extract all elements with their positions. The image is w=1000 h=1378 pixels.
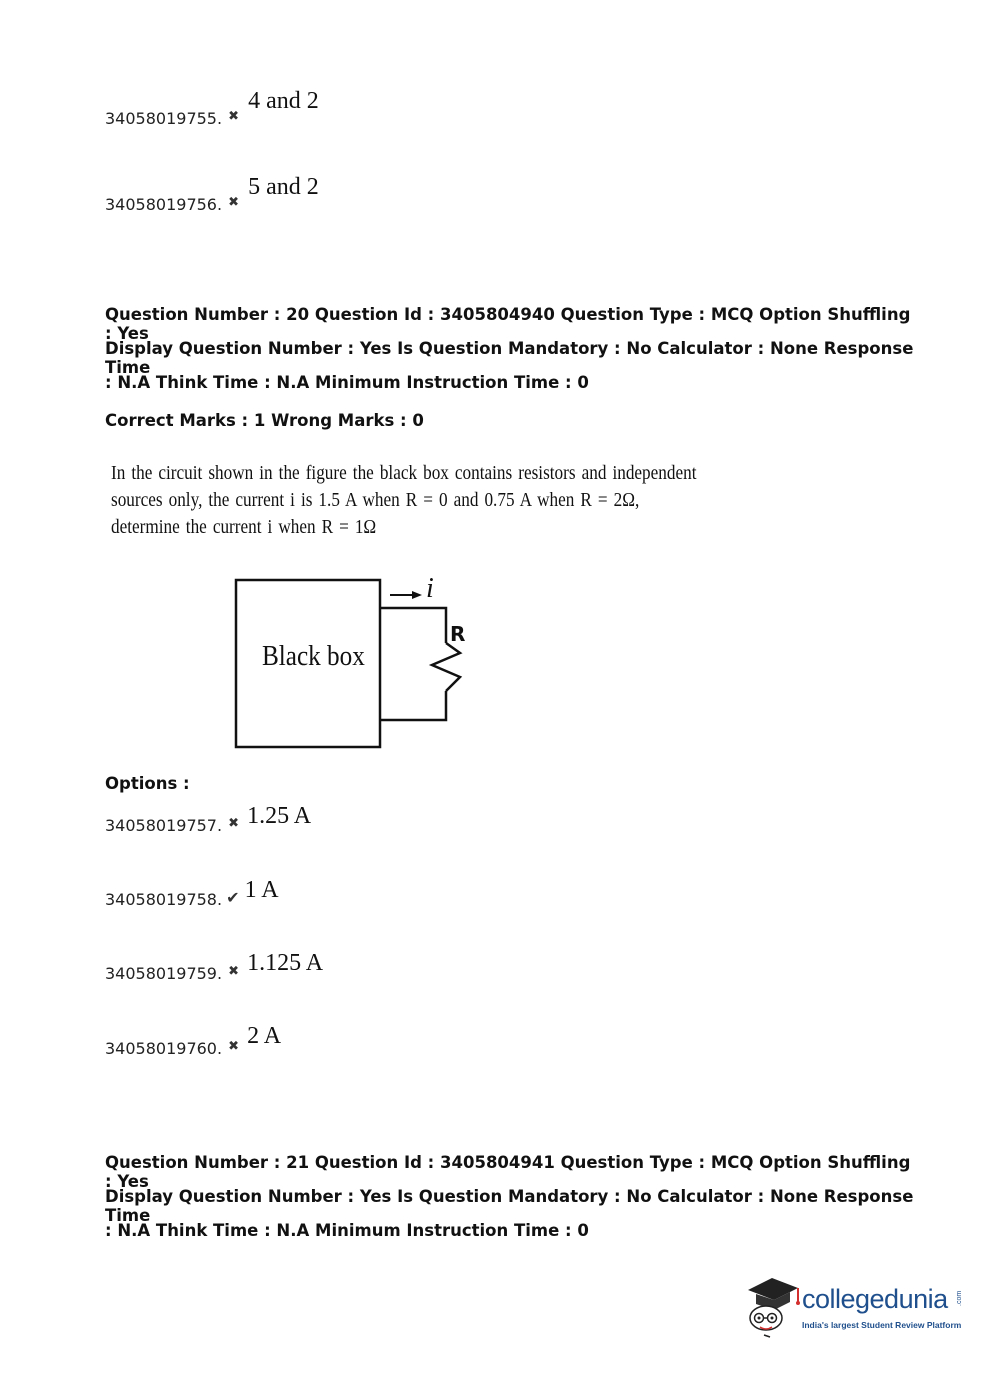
option-text: 1.125 A (247, 950, 324, 976)
option-id: 34058019760. (105, 1039, 223, 1058)
logo-name-text: collegedunia (802, 1284, 948, 1314)
question-meta-line: : N.A Think Time : N.A Minimum Instruction Time : 0 (105, 373, 589, 392)
mascot-icon (742, 1272, 802, 1340)
option-id: 34058019758. (105, 890, 223, 909)
resistor-label: R (450, 622, 466, 646)
option-4[interactable] (105, 1023, 282, 1058)
option-text: 4 and 2 (248, 88, 319, 114)
cross-icon: ✖ (228, 964, 239, 979)
question-meta-line: Question Number : 20 Question Id : 3405804940 Question Type : MCQ Option Shuffling : Yes (105, 305, 911, 343)
option-text: 2 A (247, 1023, 282, 1049)
question-text-line: determine the current i when R = 1Ω (111, 516, 377, 538)
prev-option-1 (105, 88, 319, 128)
logo-tagline: India's largest Student Review Platform (802, 1320, 962, 1330)
options-label: Options : (105, 774, 190, 793)
top-wire (380, 608, 446, 643)
check-icon: ✔ (226, 888, 240, 907)
question-marks: Correct Marks : 1 Wrong Marks : 0 (105, 411, 424, 430)
question-text-line: In the circuit shown in the figure the black box contains resistors and independent (111, 462, 697, 484)
option-2[interactable] (105, 877, 279, 909)
option-text: 5 and 2 (248, 174, 319, 200)
cross-icon: ✖ (228, 109, 239, 124)
question-meta-line: Display Question Number : Yes Is Question Mandatory : No Calculator : None Response Time (105, 1187, 914, 1225)
option-text: 1 A (244, 877, 279, 903)
option-id: 34058019757. (105, 816, 223, 835)
cross-icon: ✖ (228, 816, 239, 831)
cross-icon: ✖ (228, 195, 239, 210)
option-id: 34058019756. (105, 195, 223, 214)
question-text-line: sources only, the current i is 1.5 A when R = 0 and 0.75 A when R = 2Ω, (111, 489, 640, 511)
cross-icon: ✖ (228, 1039, 239, 1054)
bottom-wire (380, 691, 446, 720)
logo-suffix: .com (956, 1290, 963, 1306)
prev-option-2 (105, 174, 319, 214)
option-3[interactable] (105, 950, 324, 983)
question-text (111, 460, 697, 541)
circuit-figure (225, 565, 485, 755)
current-arrow-head (412, 591, 422, 599)
question-meta-line: : N.A Think Time : N.A Minimum Instruction Time : 0 (105, 1221, 589, 1240)
option-text: 1.25 A (247, 803, 312, 829)
question-meta-line: Display Question Number : Yes Is Question Mandatory : No Calculator : None Response Time (105, 339, 914, 377)
resistor-symbol (432, 643, 460, 691)
option-id: 34058019759. (105, 964, 223, 983)
current-label: i (426, 573, 434, 604)
black-box-label: Black box (261, 639, 365, 672)
option-1[interactable] (105, 803, 312, 835)
logo-name (802, 1284, 948, 1315)
collegedunia-logo[interactable] (742, 1272, 970, 1342)
question-meta-line: Question Number : 21 Question Id : 3405804941 Question Type : MCQ Option Shuffling : Yes (105, 1153, 911, 1191)
option-id: 34058019755. (105, 109, 223, 128)
